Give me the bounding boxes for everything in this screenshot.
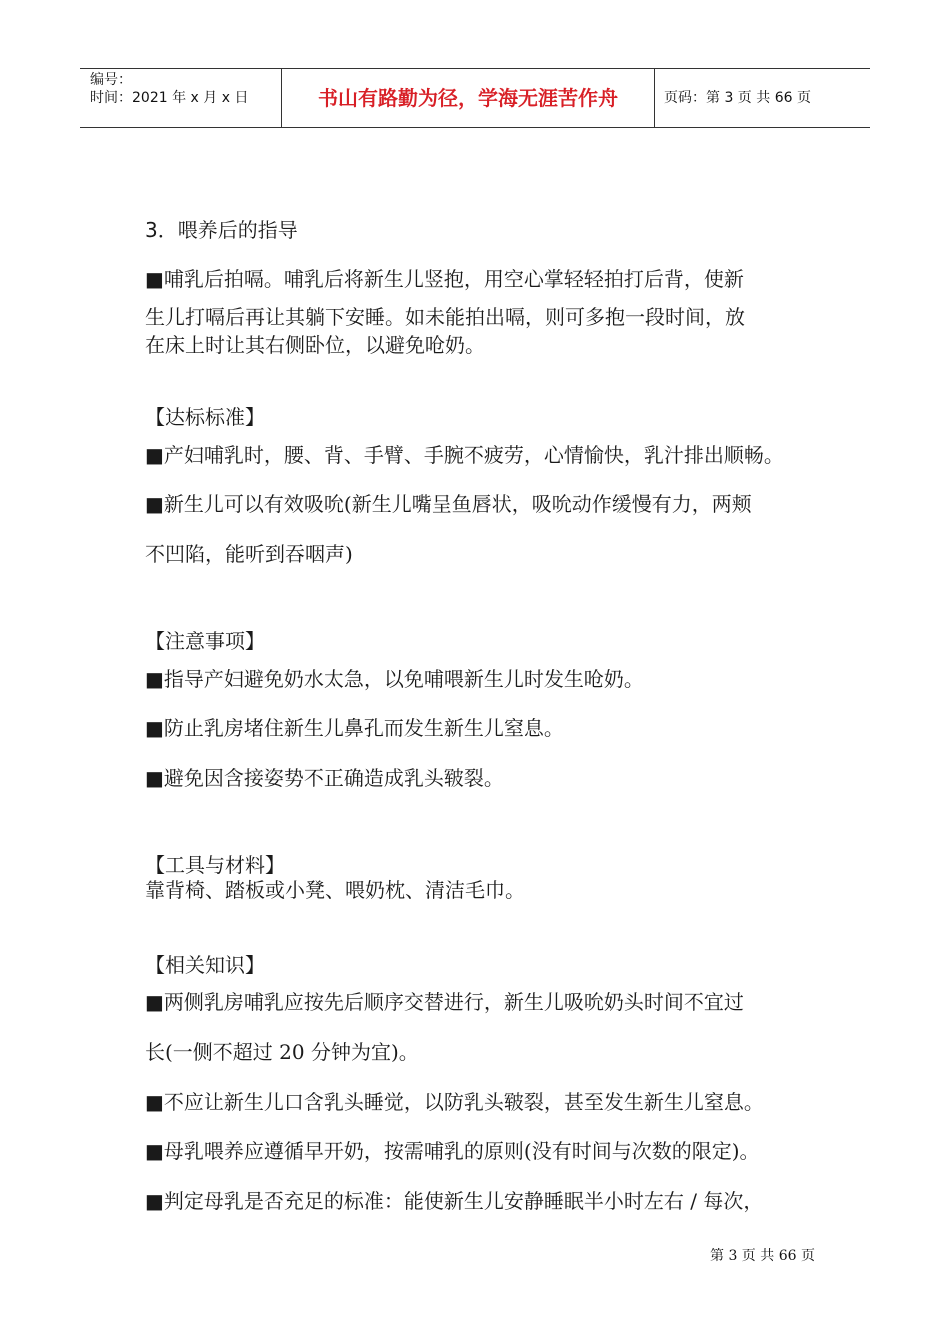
paragraph-line: 生儿打嗝后再让其躺下安睡。如未能拍出嗝，则可多抱一段时间，放 [145, 305, 745, 329]
paragraph-line: ■两侧乳房哺乳应按先后顺序交替进行，新生儿吸吮奶头时间不宜过 [145, 990, 744, 1014]
paragraph-line: ■产妇哺乳时，腰、背、手臂、手腕不疲劳，心情愉快，乳汁排出顺畅。 [145, 443, 784, 467]
header-divider [654, 69, 655, 127]
paragraph-line: ■指导产妇避免奶水太急，以免哺喂新生儿时发生呛奶。 [145, 667, 644, 691]
paragraph-line: ■新生儿可以有效吸吮(新生儿嘴呈鱼唇状，吸吮动作缓慢有力，两颊 [145, 492, 752, 516]
section-heading: 3．喂养后的指导 [145, 218, 298, 242]
document-date: 时间：2021 年 x 月 x 日 [90, 90, 249, 106]
page-header [80, 68, 870, 128]
paragraph-line: 不凹陷，能听到吞咽声) [145, 542, 353, 566]
header-page-number: 页码：第 3 页 共 66 页 [664, 90, 811, 106]
paragraph-line: ■防止乳房堵住新生儿鼻孔而发生新生儿窒息。 [145, 716, 564, 740]
paragraph-line: 长(一侧不超过 20 分钟为宜)。 [145, 1040, 419, 1064]
header-motto: 书山有路勤为径，学海无涯苦作舟 [318, 86, 618, 110]
paragraph-line: ■避免因含接姿势不正确造成乳头皲裂。 [145, 766, 504, 790]
paragraph-line: ■哺乳后拍嗝。哺乳后将新生儿竖抱，用空心掌轻轻拍打后背，使新 [145, 267, 744, 291]
section-heading: 【注意事项】 [145, 629, 265, 653]
paragraph-line: ■不应让新生儿口含乳头睡觉，以防乳头皲裂，甚至发生新生儿窒息。 [145, 1090, 764, 1114]
section-heading: 【工具与材料】 [145, 853, 285, 877]
document-number: 编号： [90, 72, 132, 88]
paragraph-line: 在床上时让其右侧卧位，以避免呛奶。 [145, 333, 485, 357]
paragraph-line: ■判定母乳是否充足的标准：能使新生儿安静睡眠半小时左右 / 每次， [145, 1189, 764, 1213]
section-heading: 【相关知识】 [145, 953, 265, 977]
paragraph-line: 靠背椅、踏板或小凳、喂奶枕、清洁毛巾。 [145, 878, 525, 902]
page-footer: 第 3 页 共 66 页 [710, 1248, 815, 1264]
header-meta [90, 71, 248, 107]
paragraph-line: ■母乳喂养应遵循早开奶，按需哺乳的原则(没有时间与次数的限定)。 [145, 1139, 760, 1163]
section-heading: 【达标标准】 [145, 405, 265, 429]
